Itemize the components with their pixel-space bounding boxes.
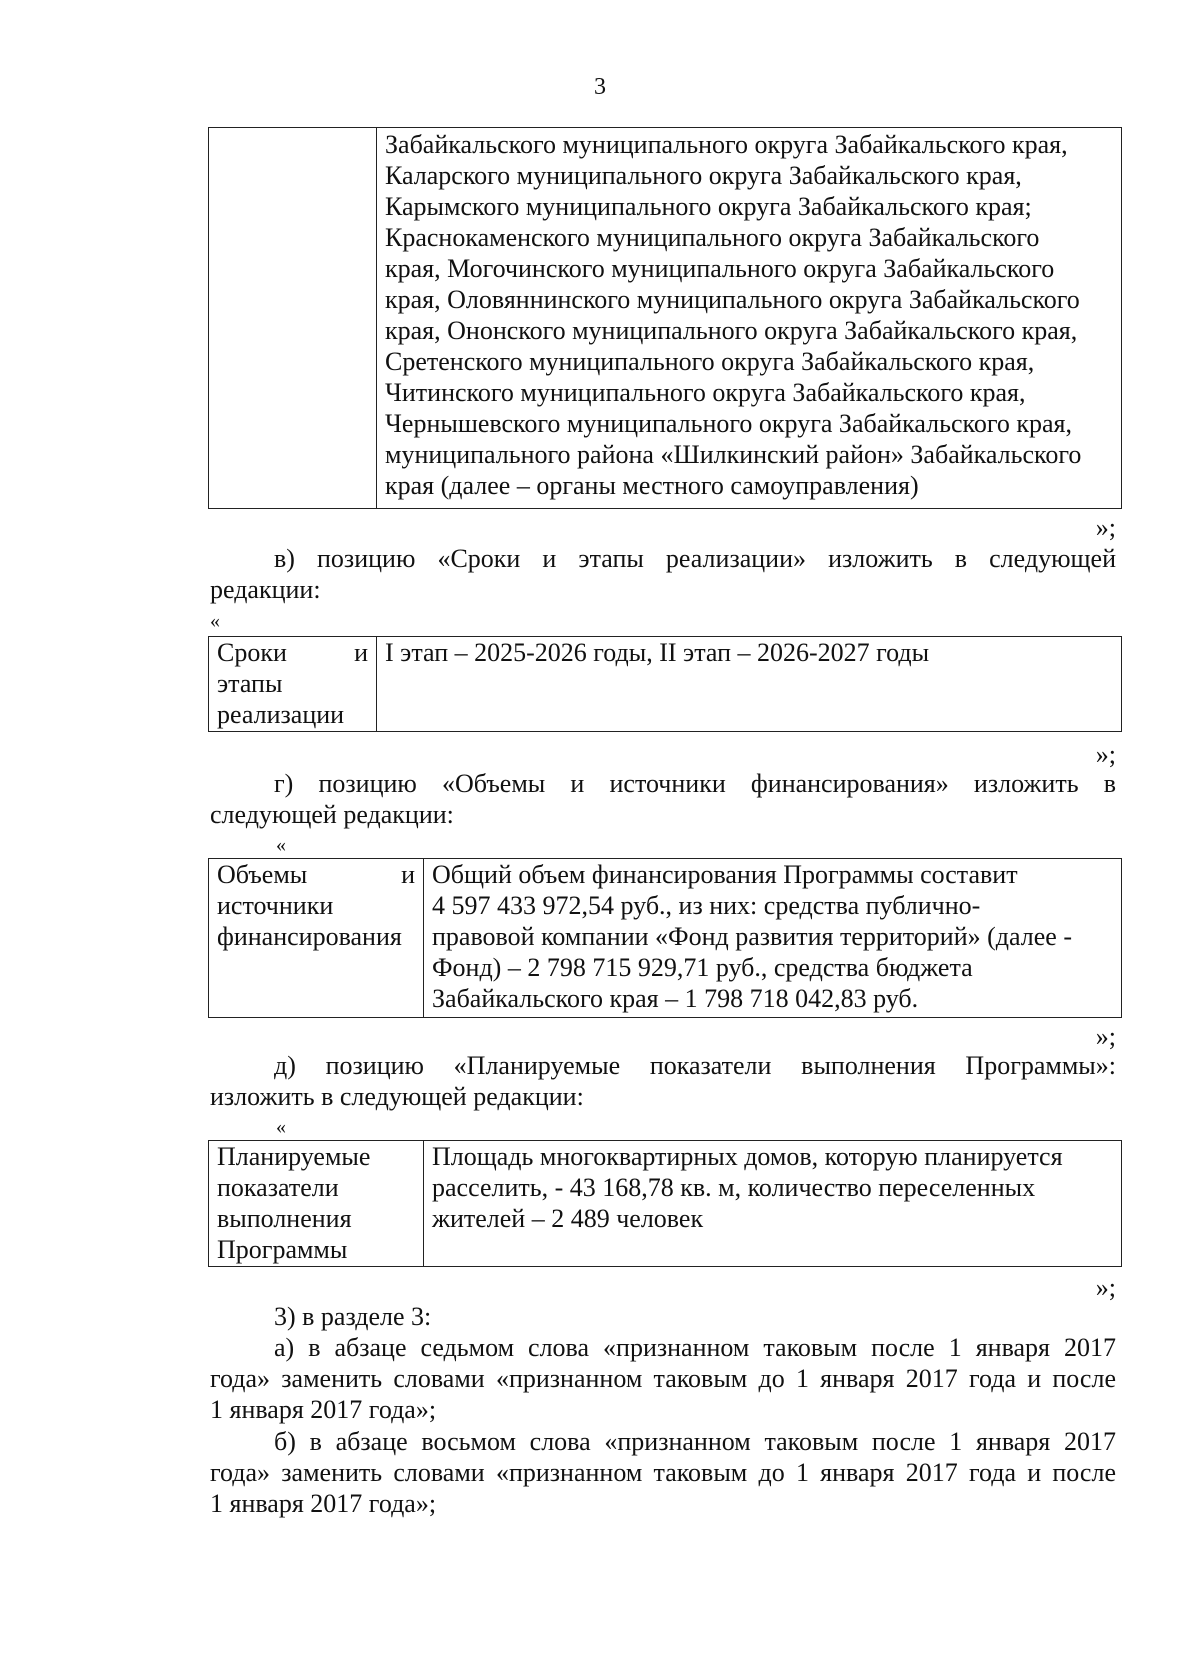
open-quote: «: [276, 1116, 286, 1138]
terms-label-line: Сроки и: [217, 638, 368, 667]
financing-value-line: Фонд) – 2 798 715 929,71 руб., средства бюджета: [432, 953, 973, 982]
section-3a-line: 1 января 2017 года»;: [210, 1395, 437, 1424]
section-3b-line: 1 января 2017 года»;: [210, 1489, 437, 1518]
indicators-label-line: Планируемые: [217, 1142, 371, 1171]
table-line: Забайкальского муниципального округа Забайкальского края,: [385, 130, 1068, 159]
indicators-label-line: выполнения: [217, 1204, 352, 1233]
terms-value: I этап – 2025-2026 годы, II этап – 2026-2027 годы: [385, 638, 930, 667]
table-terms: [208, 636, 1122, 732]
table-line: края (далее – органы местного самоуправления): [385, 471, 919, 500]
indicators-label-line: показатели: [217, 1173, 339, 1202]
table-executors: [208, 127, 1122, 509]
section-g-line1: г) позицию «Объемы и источники финансирования» изложить в: [274, 769, 1116, 798]
close-quote: »;: [1095, 513, 1116, 542]
table-executors-left-cell: [209, 128, 377, 509]
financing-value-cell: [424, 859, 1122, 1018]
financing-label-line: источники: [217, 891, 334, 920]
table-line: Сретенского муниципального округа Забайкальского края,: [385, 347, 1035, 376]
financing-label-cell: [209, 859, 424, 1018]
table-indicators: [208, 1140, 1122, 1267]
table-line: края, Ононского муниципального округа Забайкальского края,: [385, 316, 1078, 345]
table-line: Чернышевского муниципального округа Забайкальского края,: [385, 409, 1073, 438]
indicators-value-line: Площадь многоквартирных домов, которую планируется: [432, 1142, 1063, 1171]
table-line: края, Могочинского муниципального округа Забайкальского: [385, 254, 1055, 283]
section-3a-line: года» заменить словами «признанном таковым до 1 января 2017 года и после: [210, 1364, 1116, 1393]
table-line: Краснокаменского муниципального округа Забайкальского: [385, 223, 1040, 252]
financing-value-line: 4 597 433 972,54 руб., из них: средства публично-: [432, 891, 981, 920]
section-d-line2: изложить в следующей редакции:: [210, 1082, 584, 1111]
table-executors-right-cell: [377, 128, 1122, 509]
table-financing: [208, 858, 1122, 1018]
financing-label-line: Объемы и: [217, 860, 415, 889]
terms-value-cell: [377, 637, 1122, 732]
table-line: Читинского муниципального округа Забайкальского края,: [385, 378, 1026, 407]
terms-label-cell: [209, 637, 377, 732]
open-quote: «: [210, 610, 220, 632]
section-3b-line: б) в абзаце восьмом слова «признанном таковым после 1 января 2017: [274, 1427, 1116, 1456]
indicators-value-line: расселить, - 43 168,78 кв. м, количество переселенных: [432, 1173, 1036, 1202]
financing-value-line: Забайкальского края – 1 798 718 042,83 руб.: [432, 984, 919, 1013]
financing-value-line: Общий объем финансирования Программы составит: [432, 860, 1018, 889]
section-v-line1: в) позицию «Сроки и этапы реализации» изложить в следующей: [274, 544, 1116, 573]
open-quote: «: [276, 834, 286, 856]
section-v-line2: редакции:: [210, 575, 321, 604]
table-line: Карымского муниципального округа Забайкальского края;: [385, 192, 1032, 221]
section-3a-line: а) в абзаце седьмом слова «признанном таковым после 1 января 2017: [274, 1333, 1116, 1362]
table-line: края, Оловяннинского муниципального округа Забайкальского: [385, 285, 1080, 314]
close-quote: »;: [1095, 740, 1116, 769]
financing-value-line: правовой компании «Фонд развития территорий» (далее -: [432, 922, 1072, 951]
indicators-label-line: Программы: [217, 1235, 348, 1264]
section-d-line1: д) позицию «Планируемые показатели выполнения Программы»:: [274, 1051, 1116, 1080]
close-quote: »;: [1095, 1022, 1116, 1051]
financing-label-line: финансирования: [217, 922, 402, 951]
section-3-heading: 3) в разделе 3:: [274, 1302, 432, 1331]
indicators-value-line: жителей – 2 489 человек: [432, 1204, 704, 1233]
indicators-value-cell: [424, 1141, 1122, 1267]
section-3b-line: года» заменить словами «признанном таковым до 1 января 2017 года и после: [210, 1458, 1116, 1487]
table-line: Каларского муниципального округа Забайкальского края,: [385, 161, 1022, 190]
page-number: 3: [594, 74, 606, 100]
close-quote: »;: [1095, 1273, 1116, 1302]
terms-label-line: этапы: [217, 669, 283, 698]
section-g-line2: следующей редакции:: [210, 800, 454, 829]
table-line: муниципального района «Шилкинский район» Забайкальского: [385, 440, 1082, 469]
terms-label-line: реализации: [217, 700, 345, 729]
indicators-label-cell: [209, 1141, 424, 1267]
